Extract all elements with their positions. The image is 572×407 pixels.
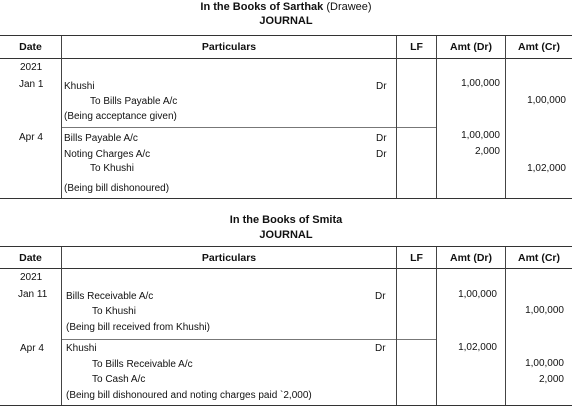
table-1-entry-divider <box>62 127 437 128</box>
journal-1-title-text: In the Books of Sarthak <box>200 1 324 13</box>
journal-1-title-note: (Drawee) <box>323 1 372 13</box>
table-1-bottom-rule <box>0 198 572 199</box>
credit-account: To Cash A/c <box>92 374 146 385</box>
table-1-header-lf: LF <box>410 41 423 53</box>
table-1-header-date: Date <box>19 41 42 53</box>
entry-year: 2021 <box>20 62 43 73</box>
dr-marker: Dr <box>376 133 387 144</box>
table-1-header-rule <box>0 58 572 59</box>
table-2-header-particulars: Particulars <box>201 252 257 264</box>
entry-date: Jan 11 <box>18 289 48 300</box>
credit-account: To Bills Receivable A/c <box>92 359 193 370</box>
credit-account: To Khushi <box>90 163 134 174</box>
table-2-header-amt-dr: Amt (Dr) <box>450 252 492 264</box>
table-2-top-rule <box>0 246 572 247</box>
dr-marker: Dr <box>376 149 387 160</box>
table-1-col-divider <box>436 36 437 198</box>
table-2-header-rule <box>0 268 572 269</box>
dr-marker: Dr <box>375 291 386 302</box>
amount-cr: 1,00,000 <box>525 358 564 369</box>
table-2-col-divider <box>61 247 62 405</box>
amount-cr: 1,02,000 <box>527 163 566 174</box>
entry-date: Apr 4 <box>19 132 43 143</box>
narration: (Being acceptance given) <box>64 111 177 122</box>
table-1-header-amt-cr: Amt (Cr) <box>518 41 560 53</box>
entry-date: Jan 1 <box>19 79 44 90</box>
dr-marker: Dr <box>376 81 387 92</box>
table-1-top-rule <box>0 35 572 36</box>
table-2-bottom-rule <box>0 405 572 406</box>
debit-account: Bills Receivable A/c <box>66 291 154 302</box>
narration: (Being bill dishonoured and noting charges paid `2,000) <box>66 390 312 401</box>
table-2-entry-divider <box>62 339 436 340</box>
journal-2-subtitle: JOURNAL <box>259 229 313 241</box>
entry-year: 2021 <box>20 272 43 283</box>
amount-dr: 1,00,000 <box>461 78 500 89</box>
table-1-header-particulars: Particulars <box>201 41 257 53</box>
table-1-col-divider <box>61 36 62 198</box>
debit-account: Khushi <box>66 343 97 354</box>
amount-cr: 1,00,000 <box>525 305 564 316</box>
table-1-header-amt-dr: Amt (Dr) <box>450 41 492 53</box>
journal-2-title: In the Books of Smita <box>229 214 343 226</box>
dr-marker: Dr <box>375 343 386 354</box>
entry-date: Apr 4 <box>20 343 44 354</box>
narration: (Being bill dishonoured) <box>64 183 170 194</box>
debit-account: Khushi <box>64 81 95 92</box>
table-2-header-amt-cr: Amt (Cr) <box>518 252 560 264</box>
table-2-header-date: Date <box>19 252 42 264</box>
debit-account: Noting Charges A/c <box>64 149 151 160</box>
credit-account: To Bills Payable A/c <box>90 96 178 107</box>
table-2-header-lf: LF <box>410 252 423 264</box>
amount-dr: 2,000 <box>474 146 500 157</box>
credit-account: To Khushi <box>92 306 136 317</box>
table-1-col-divider <box>396 36 397 198</box>
journal-1-title <box>0 1 572 14</box>
amount-cr: 1,00,000 <box>527 95 566 106</box>
amount-cr: 2,000 <box>538 374 564 385</box>
amount-dr: 1,02,000 <box>458 342 497 353</box>
table-2-col-divider <box>436 247 437 405</box>
amount-dr: 1,00,000 <box>458 289 497 300</box>
journal-1-subtitle: JOURNAL <box>259 15 313 27</box>
debit-account: Bills Payable A/c <box>64 133 138 144</box>
narration: (Being bill received from Khushi) <box>66 322 210 333</box>
amount-dr: 1,00,000 <box>461 130 500 141</box>
table-2-col-divider <box>396 247 397 405</box>
